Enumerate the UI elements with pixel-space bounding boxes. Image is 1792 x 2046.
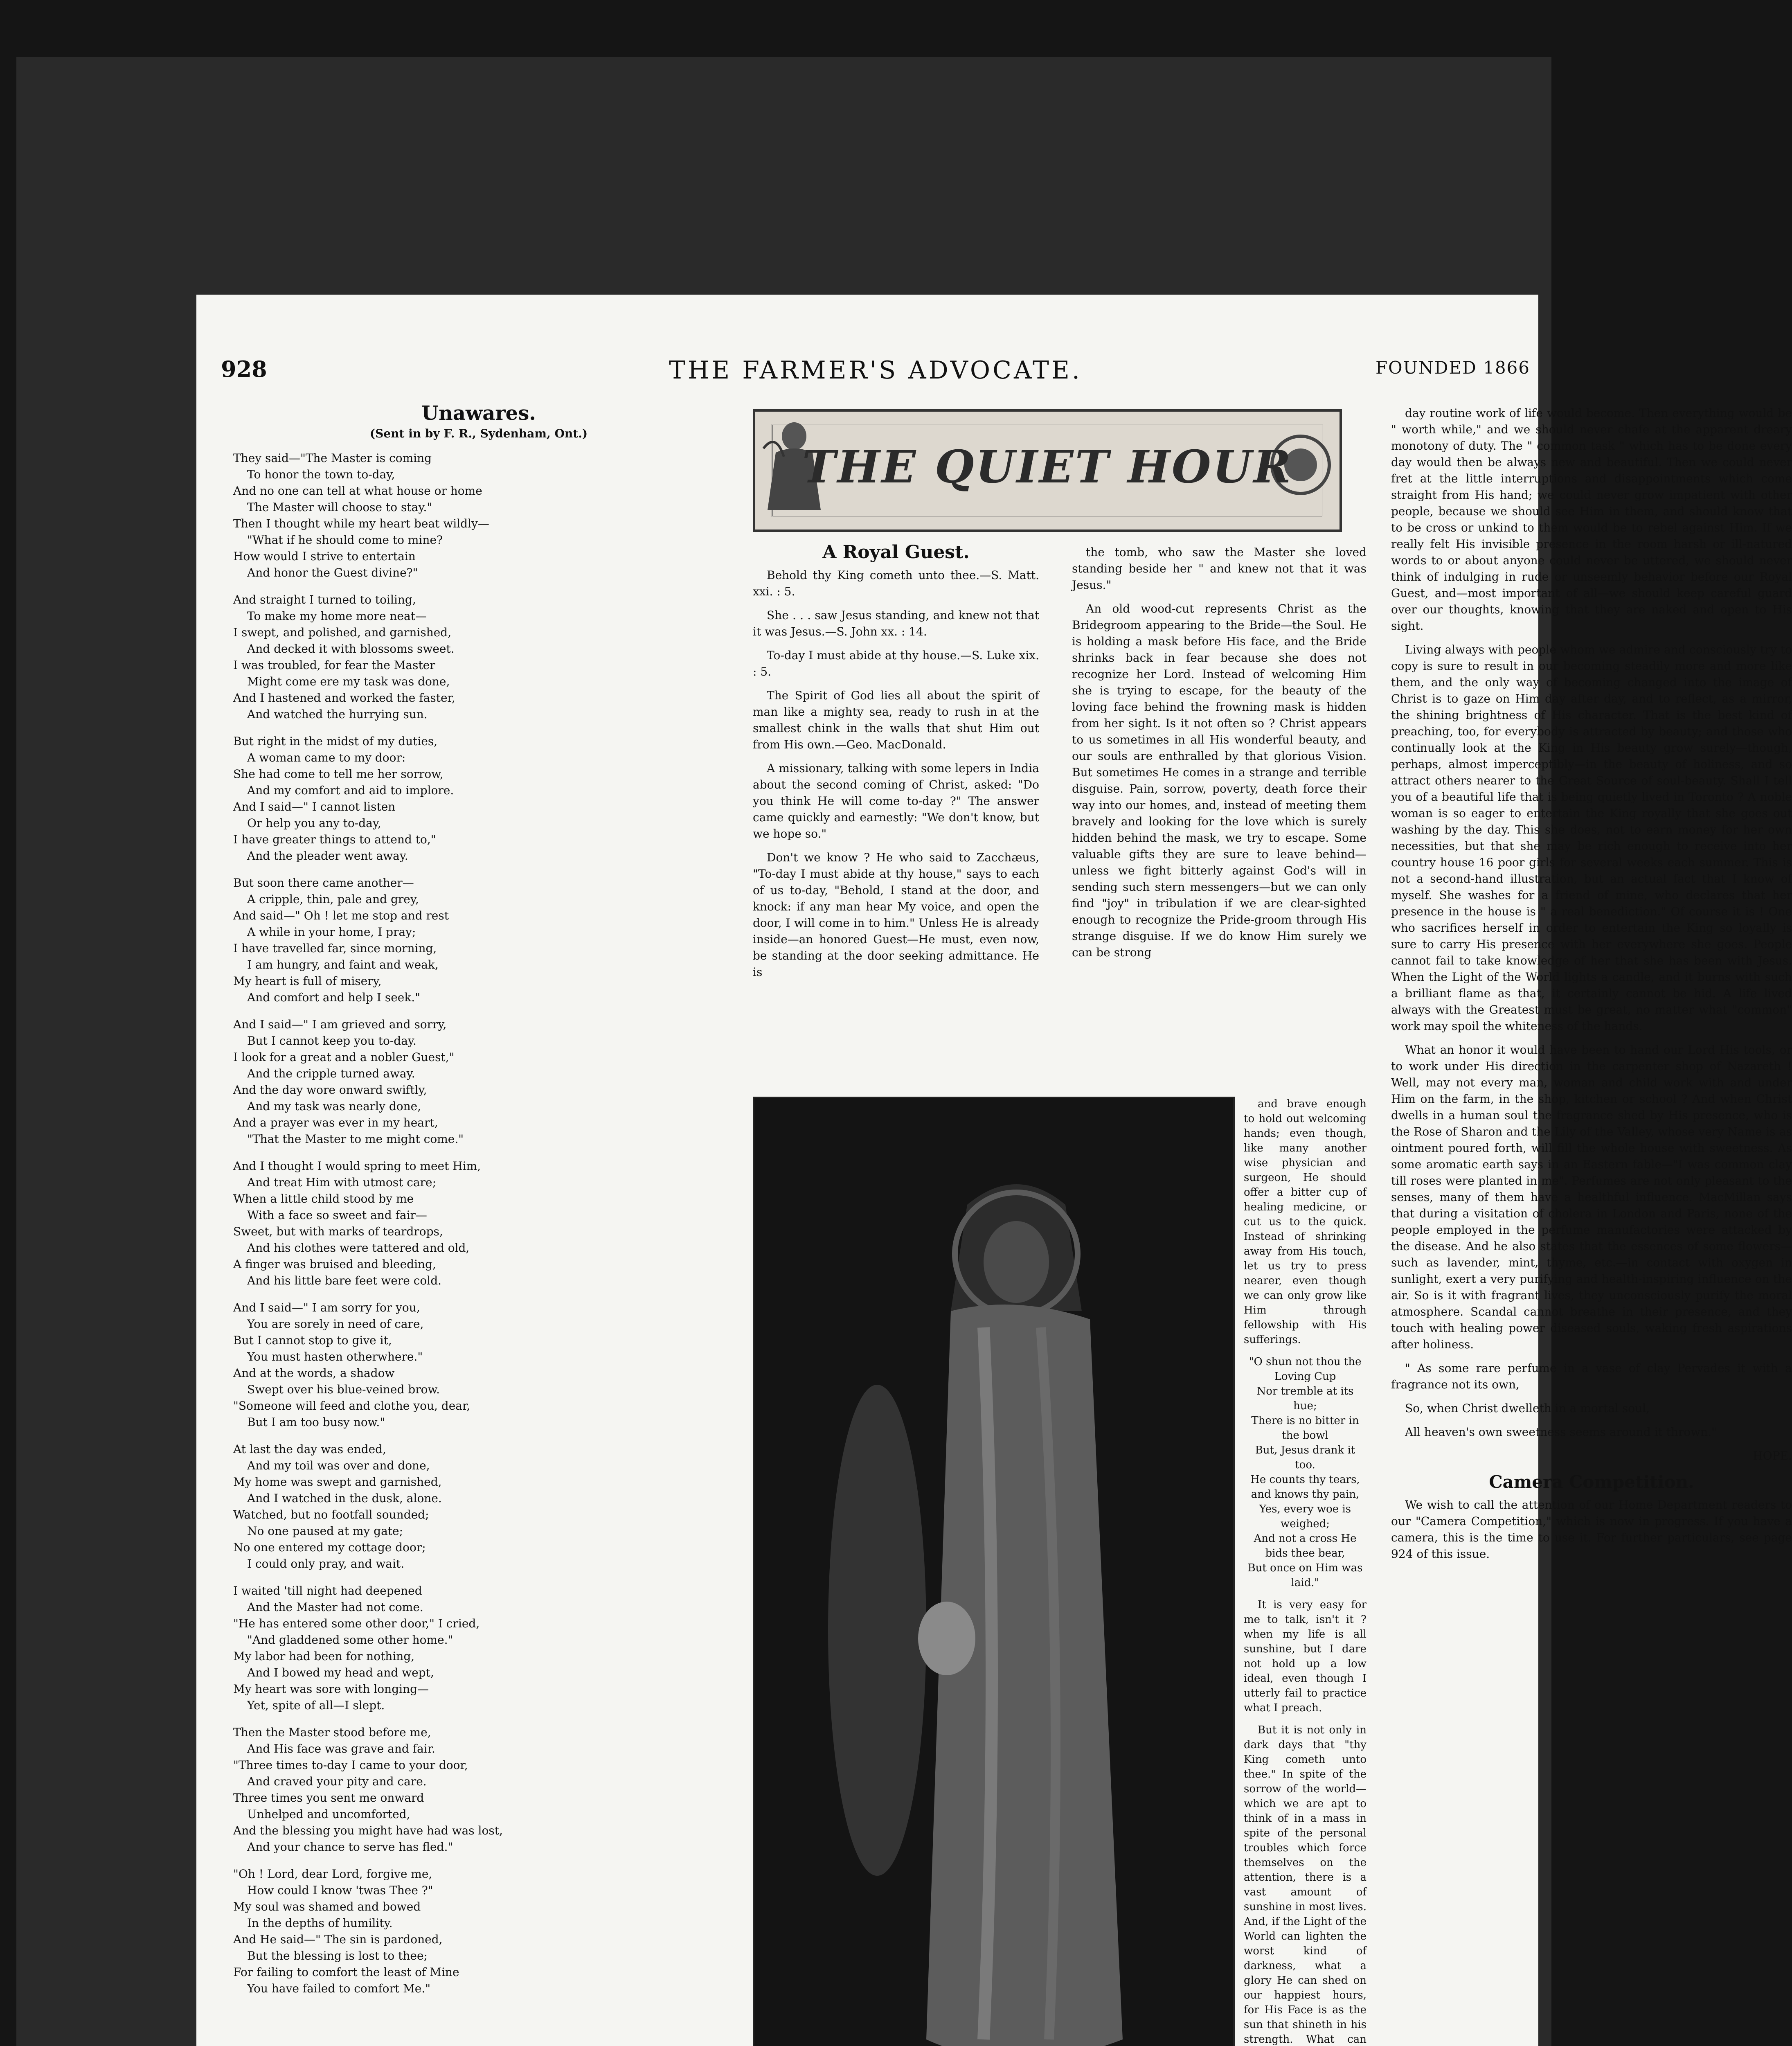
poem-line: But I cannot stop to give it,: [233, 1334, 392, 1347]
poem-line: I am hungry, and faint and weak,: [247, 958, 439, 971]
article-paragraph: An old wood-cut represents Christ as the Bridegroom appearing to the Bride—the Soul. He is holding a mask before His face, and the Bride shrinks back in fear because she does not recognize her Lord. Instead of welcoming Him she is trying to escape, for the beauty of the loving face behind the frowning mask is hidden from her sight. Is it not often so ? Christ appears to us sometimes in all His wonderful beauty, and our souls are enthralled by that glorious Vision. But sometimes He comes in a strange and terrible disguise. Pain, sorrow, poverty, death force their way into our homes, and, instead of meeting them bravely and looking for the love which is surely hidden behind the mask, we try to escape. Some valuable gifts they are sure to leave behind—unless we fight bitterly against God's will in sending such stern messengers—but we can only find "joy" in tribulation if we are clear-sighted enough to recognize the Pride-groom through His strange disguise. If we do know Him surely we can be strong: [1072, 602, 1367, 959]
poem-line: You have failed to comfort Me.": [247, 1982, 431, 1995]
poem-line: I have greater things to attend to,": [233, 833, 436, 846]
poem-line: And my comfort and aid to implore.: [247, 784, 454, 797]
poem-line: My heart is full of misery,: [233, 974, 382, 988]
poem-line: And I thought I would spring to meet Him,: [233, 1159, 481, 1173]
signature: HOPE.: [1753, 1449, 1792, 1462]
poem-line: You are sorely in need of care,: [247, 1317, 424, 1331]
poem-line: With a face so sweet and fair—: [247, 1208, 427, 1222]
poem-line: And His face was grave and fair.: [247, 1742, 435, 1755]
poem-line: How could I know 'twas Thee ?": [247, 1884, 433, 1897]
poem-stanza: [233, 1158, 724, 1289]
article-column-far-right: [1391, 405, 1792, 1570]
article-paragraph: So, when Christ dwelleth in a mortal soul,: [1405, 1402, 1650, 1415]
article-body-right: [1072, 544, 1367, 961]
poem-line: And craved your pity and care.: [247, 1775, 427, 1788]
poem-line: I could only pray, and wait.: [247, 1557, 405, 1571]
loving-cup-verse: [1244, 1354, 1367, 1590]
poem-line: But soon there came another—: [233, 876, 414, 890]
poem-stanzas: [233, 450, 724, 1997]
poem-line: And no one can tell at what house or home: [233, 484, 482, 498]
article-paragraph: " As some rare perfume in a vase of clay Pervades it with a fragrance not its own,: [1391, 1361, 1792, 1391]
verse-line: He counts thy tears, and knows thy pain,: [1250, 1474, 1360, 1501]
poem-line: And the Master had not come.: [247, 1600, 423, 1614]
verse-line: And not a cross He bids thee bear,: [1254, 1532, 1357, 1559]
article-paragraph: day routine work of life would become. Then everything would be " worth while," and we should never chafe at the apparent dreary monotony of duty. The " common task " which has to be done every day would then be always new and beautiful. Then we could never fret at the little interruptions and disappointments which come straight from His hand; we could never grow impatient with other people, because we should see Him in them, and should know that to be cross or unkind to them would be to rebel against Him. If we really felt His invisible presence in the room harsh or ill-natured words to or about anyone could never be uttered, we should never think of indulging in rude or unseemly behavior before our Royal Guest, and—most important of all—we should keep careful guard over our thoughts, knowing that they are naked and open to His sight.: [1391, 406, 1792, 633]
poem-line: My home was swept and garnished,: [233, 1475, 442, 1489]
poem-line: I look for a great and a nobler Guest,": [233, 1050, 455, 1064]
article-paragraph: All heaven's own sweetness seems around it thrown.": [1405, 1425, 1717, 1439]
poem-line: My heart was sore with longing—: [233, 1682, 429, 1696]
verse-line: There is no bitter in the bowl: [1251, 1415, 1359, 1442]
article-body-far-right: [1391, 405, 1792, 1440]
article-paragraph: A missionary, talking with some lepers in India about the second coming of Christ, asked: "Do you think He will come to-day ?" The answer came quickly and earnestly: "We don't know, but we hope so.": [753, 762, 1039, 840]
poem-line: A finger was bruised and bleeding,: [233, 1257, 436, 1271]
poem-stanza: [233, 592, 724, 723]
poem-stanza: [233, 1724, 724, 1855]
poem-line: And I said—" I am sorry for you,: [233, 1301, 420, 1314]
poem-line: And decked it with blossoms sweet.: [247, 642, 455, 656]
poem-line: At last the day was ended,: [233, 1442, 386, 1456]
painting-image: [754, 1098, 1233, 2046]
poem-line: But I cannot keep you to-day.: [247, 1034, 416, 1048]
verse-line: But, Jesus drank it too.: [1255, 1444, 1355, 1471]
poem-line: How would I strive to entertain: [233, 550, 416, 563]
poem-line: And I said—" I cannot listen: [233, 800, 396, 813]
light-of-the-world-painting: [753, 1097, 1235, 2046]
article-column-right: [1072, 544, 1367, 968]
newspaper-page: [196, 295, 1792, 2046]
poem-line: A woman came to my door:: [247, 751, 406, 764]
poem-line: "Oh ! Lord, dear Lord, forgive me,: [233, 1867, 432, 1881]
poem-line: And treat Him with utmost care;: [247, 1176, 437, 1189]
poem-line: Three times you sent me onward: [233, 1791, 424, 1805]
poem-line: "That the Master to me might come.": [247, 1132, 464, 1146]
poem-line: "He has entered some other door," I cried,: [233, 1617, 480, 1630]
poem-line: But I am too busy now.": [247, 1415, 385, 1429]
article-body-narrow: [1244, 1097, 1367, 1347]
poem-line: And He said—" The sin is pardoned,: [233, 1933, 443, 1946]
article-paragraph: What an honor it would have been to hand our Lord His tools, or to work under His direction in the carpenter shop of Nazareth ! Well, may not every man, woman and child work with and under Him on the farm, in the shop, kitchen or school ? And when Christ dwells in a human soul the fragrance shed by His presence, who is the Rose of Sharon and the Lily of the Valley, whose very Name is as ointment poured forth, will fill the whole house with sweetness. As some aromatic earth says in an Eastern fable—"I was common clay till roses were planted in me". Perfumes are not only pleasant to the senses, many of them have a healthful influence. MacMillan says that during a visitation of cholera in London and Paris, none of the people employed in the perfume manufactories were attacked by the disease. And he also states that the essences of some flowers—such as lavender, mint, thyme, etc.—in contact with oxygen in sunlight, exert a very purifying and health-inspiring influence on the air. So is it with fragrant lives, they unconsciously purify the moral atmosphere. Scandal cannot breathe in their presence, and they touch with healing power diseased souls, waking fresh aspirations after holiness.: [1391, 1043, 1792, 1351]
founded-date: FOUNDED 1866: [1376, 358, 1530, 378]
poem-stanza: [233, 1016, 724, 1147]
article-paragraph: Don't we know ? He who said to Zacchæus, "To-day I must abide at thy house," says to each of us to-day, "Behold, I stand at the door, and knock: if any man hear My voice, and open the door, I will come in to him." Unless He is already inside—an honored Guest—He must, even now, be standing at the door seeking admittance. He is: [753, 851, 1039, 979]
poem-stanza: [233, 1866, 724, 1997]
article-paragraph: Behold thy King cometh unto thee.—S. Matt. xxi. : 5.: [753, 568, 1039, 598]
poem-line: "Three times to-day I came to your door,: [233, 1758, 468, 1772]
verse-line: Nor tremble at its hue;: [1256, 1385, 1354, 1412]
article-paragraph: the tomb, who saw the Master she loved standing beside her " and knew not that it was Jesus.": [1072, 545, 1367, 592]
poem-line: But the blessing is lost to thee;: [247, 1949, 428, 1963]
page-header: [221, 356, 1530, 393]
poem-line: A cripple, thin, pale and grey,: [247, 892, 419, 906]
poem-line: My labor had been for nothing,: [233, 1649, 415, 1663]
masthead: THE FARMER'S ADVOCATE.: [669, 356, 1082, 385]
poem-line: And his little bare feet were cold.: [247, 1274, 442, 1287]
poem-line: And straight I turned to toiling,: [233, 593, 416, 606]
verse-line: But once on Him was laid.": [1247, 1562, 1363, 1589]
poem-line: And comfort and help I seek.": [247, 991, 421, 1004]
verse-line: "O shun not thou the Loving Cup: [1249, 1356, 1362, 1383]
poem-line: To honor the town to-day,: [247, 468, 395, 481]
poem-line: Might come ere my task was done,: [247, 675, 450, 688]
poem-line: And watched the hurrying sun.: [247, 708, 428, 721]
poem-line: And my task was nearly done,: [247, 1100, 421, 1113]
verse-line: Yes, every woe is weighed;: [1259, 1503, 1351, 1530]
poem-line: Unhelped and uncomforted,: [247, 1807, 410, 1821]
poem-line: The Master will choose to stay.": [247, 500, 432, 514]
poem-stanza: [233, 1300, 724, 1431]
poem-line: And said—" Oh ! let me stop and rest: [233, 909, 449, 922]
poem-line: "What if he should come to mine?: [247, 533, 443, 547]
article-column-left: [753, 544, 1039, 988]
article-paragraph: The Spirit of God lies all about the spirit of man like a mighty sea, ready to rush in at the smallest chink in the walls that shut Him out from His own.—Geo. MacDonald.: [753, 689, 1039, 751]
poem-line: And at the words, a shadow: [233, 1366, 395, 1380]
poem-byline: (Sent in by F. R., Sydenham, Ont.): [369, 427, 588, 440]
poem-line: No one entered my cottage door;: [233, 1541, 426, 1554]
poem-line: And a prayer was ever in my heart,: [233, 1116, 438, 1129]
poem-line: And honor the Guest divine?": [247, 566, 418, 579]
poem-line: And I said—" I am grieved and sorry,: [233, 1018, 447, 1031]
poem-line: I swept, and polished, and garnished,: [233, 626, 452, 639]
camera-competition-text: We wish to call the attention of our Home Department readers to our "Camera Competition," which is now in progress. If you have a camera, this is the time to use it. For further particulars, see page 924 of this issue.: [1391, 1498, 1792, 1561]
page-number: 928: [221, 356, 267, 382]
poem-line: And my toil was over and done,: [247, 1459, 430, 1472]
poem-line: I was troubled, for fear the Master: [233, 658, 435, 672]
banner-title: THE QUIET HOUR: [802, 440, 1293, 493]
poem-line: And the cripple turned away.: [247, 1067, 415, 1080]
poem-line: Then the Master stood before me,: [233, 1726, 431, 1739]
poem-line: You must hasten otherwhere.": [247, 1350, 423, 1363]
poem-line: Yet, spite of all—I slept.: [247, 1699, 385, 1712]
poem-line: In the depths of humility.: [247, 1916, 393, 1930]
quiet-hour-banner: [753, 409, 1342, 532]
poem-stanza: [233, 733, 724, 864]
poem-line: And your chance to serve has fled.": [247, 1840, 453, 1854]
poem-stanza: [233, 875, 724, 1006]
poem-line: "And gladdened some other home.": [247, 1633, 453, 1647]
poem-line: She had come to tell me her sorrow,: [233, 767, 443, 781]
article-paragraph: and brave enough to hold out welcoming hands; even though, like many another wise physician and surgeon, He should offer a bitter cup of healing medicine, or cut us to the quick. Instead of shrinking away from His touch, let us try to press nearer, even though we can only grow like Him through fellowship with His sufferings.: [1244, 1098, 1367, 1346]
article-body-left: [753, 567, 1039, 980]
poem-line: Watched, but no footfall sounded;: [233, 1508, 429, 1521]
poem-line: Swept over his blue-veined brow.: [247, 1383, 440, 1396]
poem-line: To make my home more neat—: [247, 609, 427, 623]
article-title: A Royal Guest.: [822, 542, 970, 563]
article-paragraph: She . . . saw Jesus standing, and knew not that it was Jesus.—S. John xx. : 14.: [753, 608, 1039, 638]
poem-line: My soul was shamed and bowed: [233, 1900, 421, 1913]
poem-line: For failing to comfort the least of Mine: [233, 1965, 459, 1979]
article-body-narrow-continued: [1244, 1598, 1367, 2046]
poem-line: And the day wore onward swiftly,: [233, 1083, 427, 1097]
poem-line: Or help you any to-day,: [247, 816, 381, 830]
article-paragraph: It is very easy for me to talk, isn't it ? when my life is all sunshine, but I dare not hold up a low ideal, even though I utterly fail to practice what I preach.: [1244, 1599, 1367, 1714]
article-paragraph: To-day I must abide at thy house.—S. Luke xix. : 5.: [753, 649, 1039, 678]
poem-stanza: [233, 450, 724, 581]
poem-column: [233, 402, 724, 2008]
poem-line: When a little child stood by me: [233, 1192, 414, 1206]
poem-line: No one paused at my gate;: [247, 1524, 403, 1538]
poem-line: And his clothes were tattered and old,: [247, 1241, 470, 1255]
poem-line: I have travelled far, since morning,: [233, 942, 437, 955]
article-column-narrow: [1244, 1097, 1367, 2046]
poem-line: They said—"The Master is coming: [233, 451, 432, 465]
poem-line: "Someone will feed and clothe you, dear,: [233, 1399, 471, 1413]
poem-line: But right in the midst of my duties,: [233, 735, 438, 748]
poem-line: And I hastened and worked the faster,: [233, 691, 455, 705]
poem-line: And I watched in the dusk, alone.: [247, 1492, 442, 1505]
poem-line: And the pleader went away.: [247, 849, 408, 863]
poem-line: And I bowed my head and wept,: [247, 1666, 434, 1679]
article-paragraph: Living always with people whom we admire and consciously try to copy is sure to result in our becoming steadily more and more like them, and the only way of becoming changed into the image of Christ is to gaze on Him day after day, and to reflect, as a mirror, the shining brightness of His character. That is the best kind of preaching, too, for everybody is attracted by beauty; and those who continually look at the King in His beauty grow surely—though, perhaps, almost imperceptibly—in the beauty of holiness, and so attract others nearer to the Great Source of soul-beauty. Shall I tell you of a beautiful life that is being quietly lived in Toronto ? A noble woman is so eager to entertain the King royally that she goes out washing by the day. This she does, not to earn money for her own necessities, but that she may be rich enough to receive into her country house 16 poor girls for several weeks each summer. This is not a second-hand illustration, but an actual fact that I know of myself. She washes for a friend of mine, who declares that her presence in the house is " a real benediction." Of course it is ! One who sacrifices herself in order to entertain the King so loyally is sure to carry His presence with her everywhere she goes. People cannot fail to take knowledge of her that she has been with Jesus. When the Light of the World lights a candle, and it burns with such a brilliant flame as that, it certainly cannot be hid. A life lived always with the Greatest must be great, no matter what "common" work may spoil the whiteness of the hands.: [1391, 643, 1792, 1033]
poem-line: Sweet, but with marks of teardrops,: [233, 1225, 443, 1238]
poem-line: And the blessing you might have had was lost,: [233, 1824, 503, 1837]
camera-competition-title: Camera Competition.: [1489, 1472, 1694, 1492]
poem-stanza: [233, 1583, 724, 1714]
poem-line: Then I thought while my heart beat wildly—: [233, 517, 489, 530]
poem-line: I waited 'till night had deepened: [233, 1584, 422, 1598]
poem-stanza: [233, 1441, 724, 1572]
poem-line: A while in your home, I pray;: [247, 925, 416, 939]
poem-title: Unawares.: [421, 402, 536, 425]
article-paragraph: But it is not only in dark days that "thy King cometh unto thee." In spite of the sorrow of the world—which we are apt to think of in a mass in spite of the personal troubles which force themselves on the attention, there is a vast amount of sunshine in most lives. And, if the Light of the World can lighten the worst kind of darkness, what a glory He can shed on our happiest hours, for His Face is as the sun that shineth in his strength. What can: [1244, 1724, 1367, 2046]
